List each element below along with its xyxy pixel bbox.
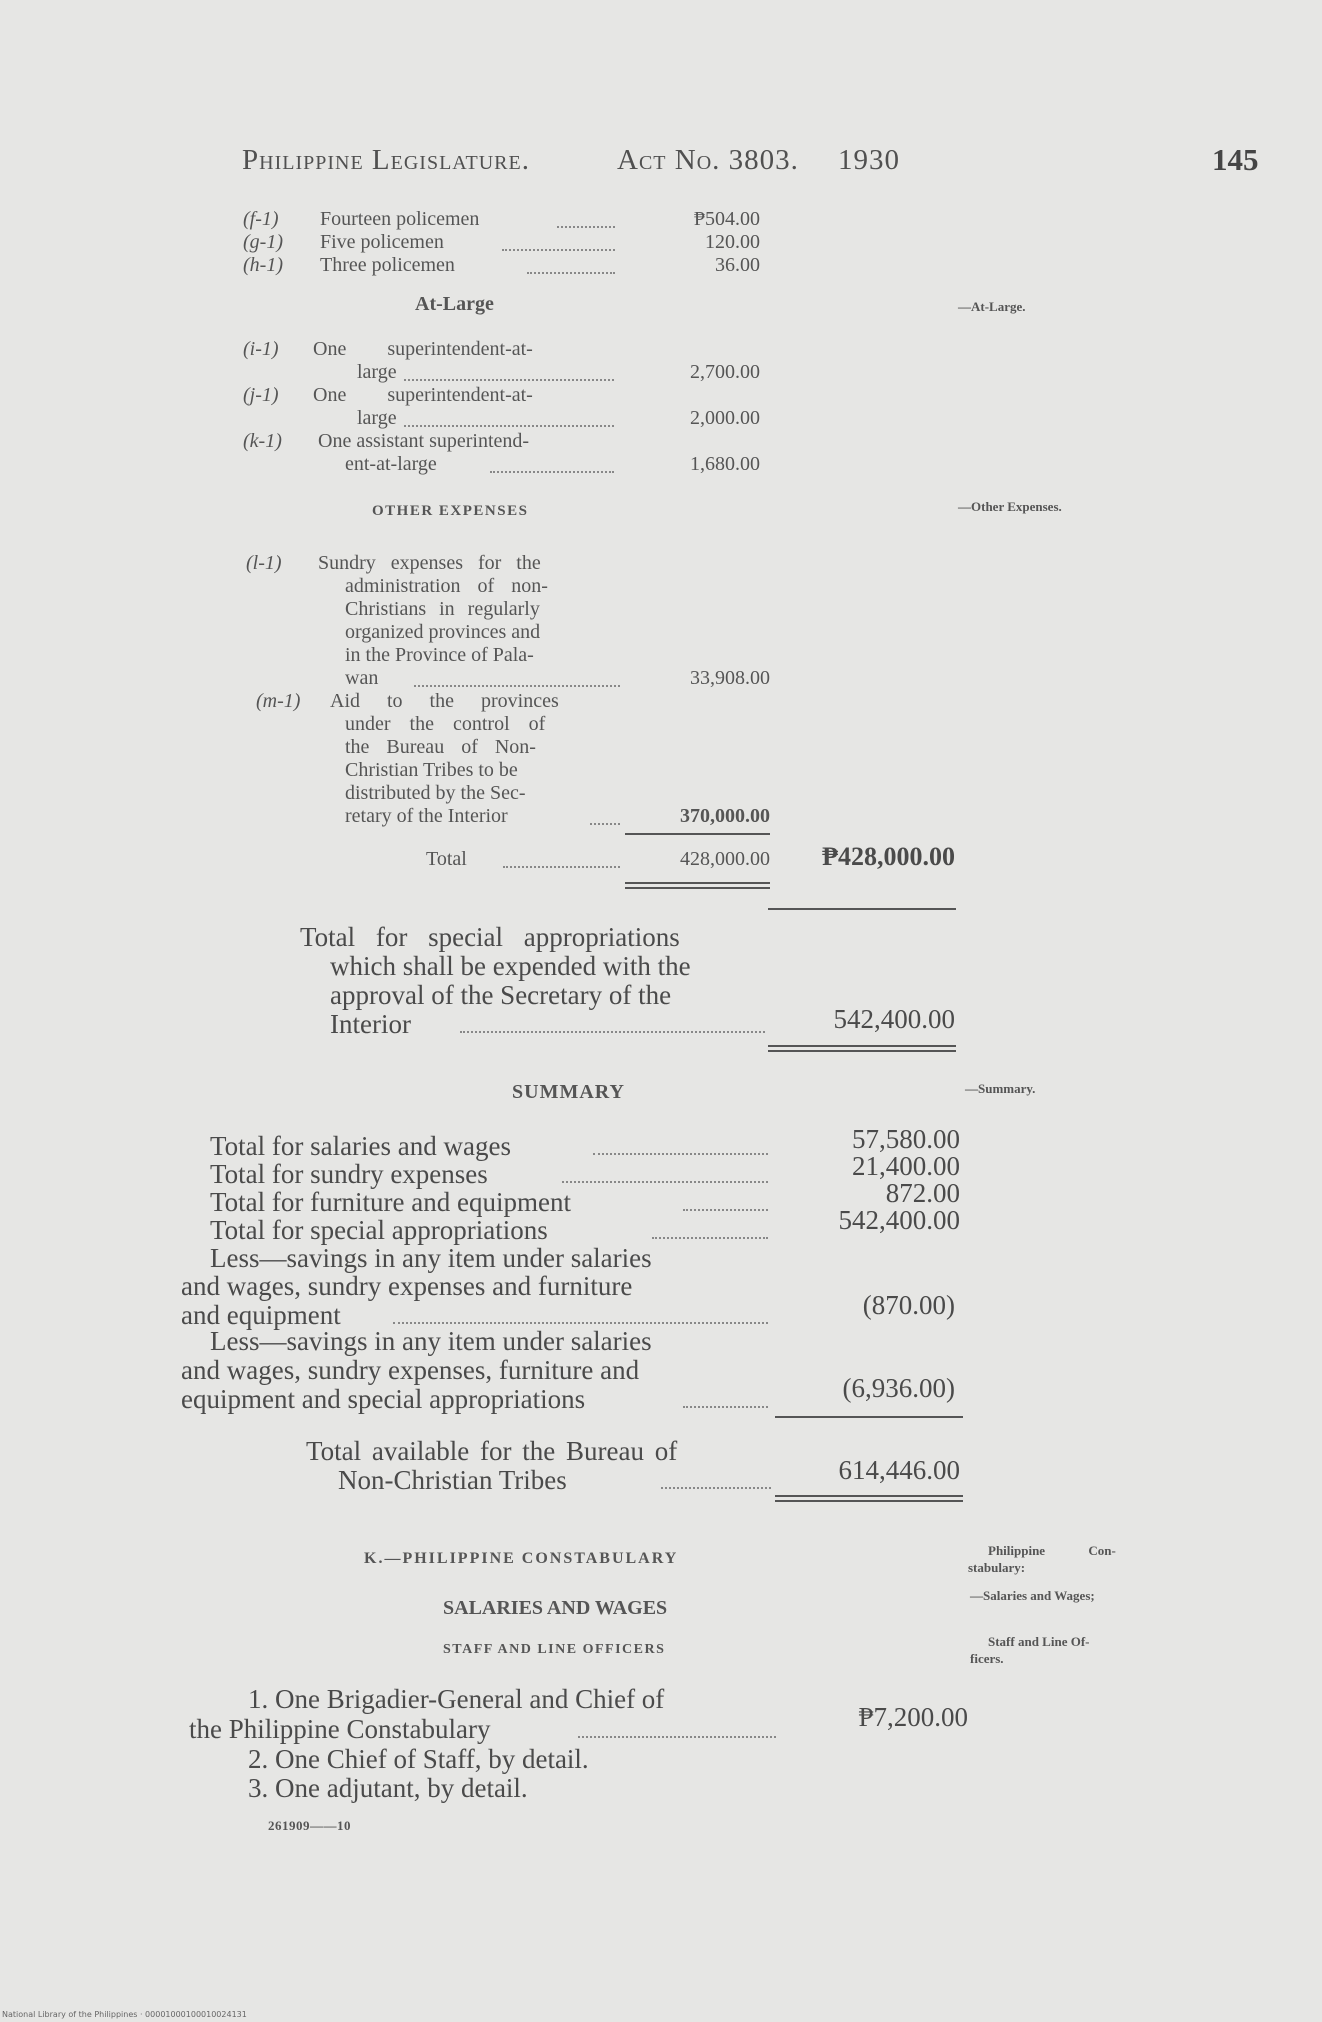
leader-dots [490, 471, 614, 473]
leader-dots [460, 1031, 765, 1033]
leader-dots [652, 1237, 768, 1239]
item-line: Christians in regularly [345, 598, 540, 620]
police-amount: 120.00 [705, 231, 760, 253]
police-label: (g-1) [243, 231, 283, 253]
at-large-amount: 1,680.00 [690, 453, 760, 475]
leader-dots [557, 226, 615, 228]
item-line: retary of the Interior [345, 805, 508, 827]
summary-row-text: Total for furniture and equipment [210, 1187, 571, 1217]
special-total-line: which shall be expended with the [330, 951, 691, 981]
less-line: equipment and special appropriations [181, 1384, 586, 1414]
special-total-amount: 542,400.00 [833, 1004, 955, 1034]
margin-note-salaries: —Salaries and Wages; [970, 1588, 1095, 1603]
special-total-line: Interior [330, 1009, 411, 1039]
leader-dots [404, 425, 614, 427]
special-total-line: approval of the Secretary of the [330, 980, 672, 1010]
leader-dots [503, 866, 620, 868]
item-line: Sundry expenses for the [318, 552, 541, 574]
margin-note-at-large: —At-Large. [958, 299, 1026, 314]
available-double-rule [775, 1495, 963, 1502]
constabulary-item-line: the Philippine Constabulary [189, 1714, 491, 1744]
margin-note-staff-2: ficers. [970, 1651, 1004, 1666]
summary-row-amount: 21,400.00 [852, 1151, 960, 1181]
leader-dots [590, 823, 620, 825]
less-line: Less—savings in any item under salaries [210, 1326, 652, 1356]
item-line: under the control of [345, 713, 546, 735]
leader-dots [502, 249, 615, 251]
summary-row-amount: 57,580.00 [852, 1124, 960, 1154]
margin-note-other-expenses: —Other Expenses. [958, 499, 1062, 514]
at-large-line: One superintendent-at- [313, 384, 533, 406]
running-head-title: Philippine Legislature. [242, 144, 530, 176]
police-text: Five policemen [320, 231, 444, 253]
leader-dots [683, 1406, 768, 1408]
printer-mark: 261909——10 [268, 1818, 351, 1833]
scan-credit: National Library of the Philippines · 00001000100010024131 [2, 2010, 247, 2019]
item-line: Aid to the provinces [330, 690, 559, 712]
margin-note-staff-1: Staff and Line Of- [988, 1634, 1090, 1649]
available-line: Total available for the Bureau of [306, 1436, 678, 1466]
special-total-line: Total for special appropriations [300, 922, 680, 952]
item-label: (l-1) [246, 552, 282, 574]
item-line: Christian Tribes to be [345, 759, 518, 781]
other-expenses-heading: OTHER EXPENSES [372, 503, 529, 519]
police-text: Fourteen policemen [320, 208, 480, 230]
at-large-line: large [357, 361, 397, 383]
item-amount: 370,000.00 [680, 805, 770, 827]
summary-row-text: Total for special appropriations [210, 1215, 548, 1245]
summary-row-text: Total for sundry expenses [210, 1159, 488, 1189]
at-large-label: (k-1) [243, 430, 282, 452]
at-large-label: (j-1) [243, 384, 279, 406]
salaries-heading: SALARIES AND WAGES [443, 1597, 668, 1619]
total-sub-amount: 428,000.00 [680, 848, 770, 870]
less-line: and equipment [181, 1300, 341, 1330]
summary-row-amount: 872.00 [885, 1178, 960, 1208]
staff-heading: STAFF AND LINE OFFICERS [443, 1642, 666, 1657]
less-amount: (870.00) [862, 1290, 955, 1320]
less-line: Less—savings in any item under salaries [210, 1243, 652, 1273]
column-rule [768, 908, 956, 910]
leader-dots [562, 1181, 768, 1183]
item-line: the Bureau of Non- [345, 736, 536, 758]
subtotal-double-rule [625, 882, 770, 889]
leader-dots [404, 379, 614, 381]
summary-row-amount: 542,400.00 [838, 1205, 960, 1235]
page-number: 145 [1212, 142, 1259, 177]
running-head-year: 1930 [838, 144, 900, 176]
police-amount: ₱504.00 [693, 208, 760, 230]
margin-note-summary: —Summary. [965, 1081, 1036, 1096]
less-line: and wages, sundry expenses and furniture [181, 1271, 633, 1301]
police-label: (f-1) [243, 208, 279, 230]
item-line: wan [345, 667, 379, 689]
item-label: (m-1) [256, 690, 301, 712]
constabulary-heading: K.—PHILIPPINE CONSTABULARY [364, 1550, 679, 1567]
at-large-line: large [357, 407, 397, 429]
available-line: Non-Christian Tribes [338, 1465, 567, 1495]
constabulary-item-amount: ₱7,200.00 [858, 1702, 968, 1732]
item-line: in the Province of Pala- [345, 644, 534, 666]
summary-heading: SUMMARY [512, 1081, 625, 1103]
at-large-line: One superintendent-at- [313, 338, 533, 360]
police-label: (h-1) [243, 254, 283, 276]
special-total-double-rule [768, 1045, 956, 1052]
item-line: organized provinces and [345, 621, 541, 643]
less-line: and wages, sundry expenses, furniture and [181, 1355, 640, 1385]
leader-dots [578, 1736, 776, 1738]
item-line: distributed by the Sec- [345, 782, 526, 804]
subtotal-rule [625, 833, 770, 835]
leader-dots [683, 1209, 768, 1211]
constabulary-item-line: 1. One Brigadier-General and Chief of [248, 1684, 665, 1714]
constabulary-item-line: 2. One Chief of Staff, by detail. [248, 1744, 589, 1774]
summary-row-text: Total for salaries and wages [210, 1131, 511, 1161]
leader-dots [414, 685, 620, 687]
at-large-heading: At-Large [415, 293, 494, 315]
less-amount: (6,936.00) [842, 1373, 955, 1403]
at-large-label: (i-1) [243, 338, 279, 360]
running-head-act: Act No. 3803. [617, 144, 799, 176]
at-large-line: ent-at-large [345, 453, 437, 475]
leader-dots [527, 272, 615, 274]
police-amount: 36.00 [715, 254, 760, 276]
at-large-amount: 2,700.00 [690, 361, 760, 383]
total-main-amount: ₱428,000.00 [822, 842, 955, 871]
item-line: administration of non- [345, 575, 548, 597]
leader-dots [661, 1487, 771, 1489]
leader-dots [593, 1153, 768, 1155]
police-text: Three policemen [320, 254, 455, 276]
at-large-line: One assistant superintend- [318, 430, 530, 452]
margin-note-constabulary-1: Philippine Con- [988, 1543, 1116, 1558]
summary-rule [775, 1416, 963, 1418]
available-amount: 614,446.00 [838, 1455, 960, 1485]
total-label: Total [426, 848, 467, 870]
constabulary-item-line: 3. One adjutant, by detail. [248, 1773, 528, 1803]
at-large-amount: 2,000.00 [690, 407, 760, 429]
item-amount: 33,908.00 [690, 667, 770, 689]
leader-dots [393, 1322, 768, 1324]
margin-note-constabulary-2: stabulary: [968, 1560, 1026, 1575]
